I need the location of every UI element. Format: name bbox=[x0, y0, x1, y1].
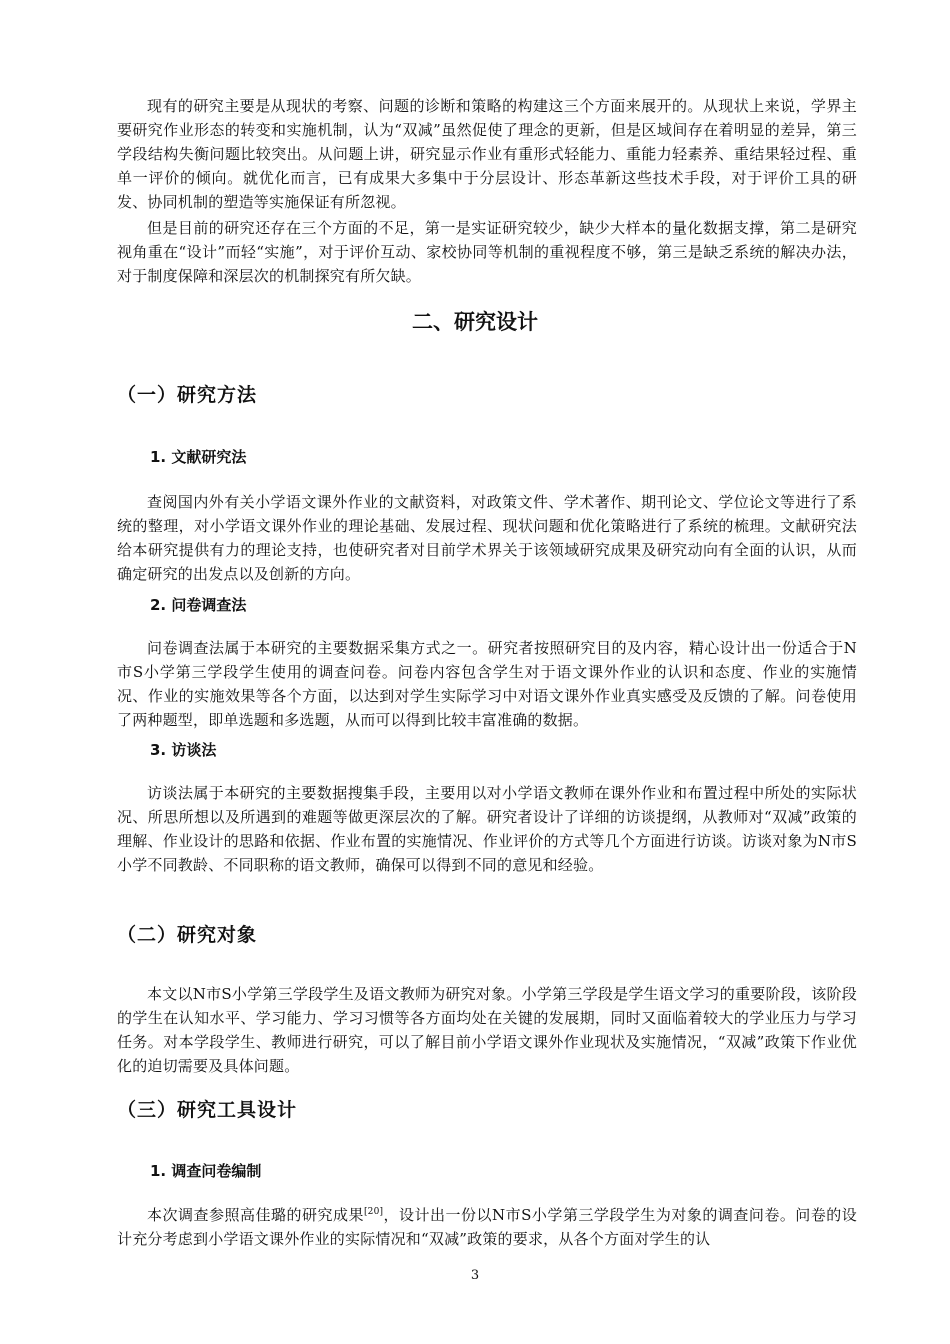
heading-questionnaire-method: 2. 问卷调查法 bbox=[150, 596, 247, 614]
heading-questionnaire-compilation: 1. 调查问卷编制 bbox=[150, 1162, 262, 1180]
paragraph-interview-method: 访谈法属于本研究的主要数据搜集手段，主要用以对小学语文教师在课外作业和布置过程中所处的实际状况、所思所想以及所遇到的难题等做更深层次的了解。研究者设计了详细的访谈提纲，从教师对“双减”政策的理解、作业设计的思路和依据、作业布置的实施情况、作业评价的方式等几个方面进行访谈。访谈对象为N市S小学不同教龄、不同职称的语文教师，确保可以得到不同的意见和经验。 bbox=[117, 784, 857, 874]
paragraph-research-subjects: 本文以N市S小学第三学段学生及语文教师为研究对象。小学第三学段是学生语文学习的重要阶段，该阶段的学生在认知水平、学习能力、学习习惯等各方面均处在关键的发展期，同时又面临着较大的学业压力与学习任务。对本学段学生、教师进行研究，可以了解目前小学语文课外作业现状及实施情况，“双减”政策下作业优化的迫切需要及具体问题。 bbox=[117, 985, 857, 1075]
paragraph-text-part: ，设计出一份以N市S小学第三学段学生为对象的调查问卷。问卷的设计充分考虑到小学语文课外作业的实际情况和“双减”政策的要求，从各个方面对学生的认 bbox=[117, 1206, 857, 1248]
paragraph-research-review: 现有的研究主要是从现状的考察、问题的诊断和策略的构建这三个方面来展开的。从现状上来说，学界主要研究作业形态的转变和实施机制，认为“双减”虽然促使了理念的更新，但是区域间存在着明显的差异，第三学段结构失衡问题比较突出。从问题上讲，研究显示作业有重形式轻能力、重能力轻素养、重结果轻过程、重单一评价的倾向。就优化而言，已有成果大多集中于分层设计、形态革新这些技术手段，对于评价工具的研发、协同机制的塑造等实施保证有所忽视。 bbox=[117, 97, 857, 211]
paragraph-text-part: 本次调查参照高佳璐的研究成果 bbox=[147, 1206, 364, 1224]
section-title-research-design: 二、研究设计 bbox=[412, 310, 538, 334]
paragraph-literature-method: 查阅国内外有关小学语文课外作业的文献资料，对政策文件、学术著作、期刊论文、学位论文等进行了系统的整理，对小学语文课外作业的理论基础、发展过程、现状问题和优化策略进行了系统的梳理。文献研究法给本研究提供有力的理论支持，也使研究者对目前学术界关于该领域研究成果及研究动向有全面的认识，从而确定研究的出发点以及创新的方向。 bbox=[117, 493, 857, 583]
subsection-title-research-subjects: （二）研究对象 bbox=[117, 924, 258, 946]
citation-reference: [20] bbox=[363, 1207, 384, 1217]
subsection-title-research-tools: （三）研究工具设计 bbox=[117, 1099, 298, 1121]
subsection-title-research-methods: （一）研究方法 bbox=[117, 384, 258, 406]
heading-interview-method: 3. 访谈法 bbox=[150, 741, 217, 759]
paragraph-questionnaire-compilation bbox=[117, 1203, 857, 1251]
paragraph-research-gaps: 但是目前的研究还存在三个方面的不足，第一是实证研究较少，缺少大样本的量化数据支撑，第二是研究视角重在“设计”而轻“实施”，对于评价互动、家校协同等机制的重视程度不够，第三是缺乏系统的解决办法，对于制度保障和深层次的机制探究有所欠缺。 bbox=[117, 219, 857, 285]
page-number: 3 bbox=[470, 1268, 480, 1283]
paragraph-questionnaire-method: 问卷调查法属于本研究的主要数据采集方式之一。研究者按照研究目的及内容，精心设计出一份适合于N市S小学第三学段学生使用的调查问卷。问卷内容包含学生对于语文课外作业的认识和态度、作业的实施情况、作业的实施效果等各个方面，以达到对学生实际学习中对语文课外作业真实感受及反馈的了解。问卷使用了两种题型，即单选题和多选题，从而可以得到比较丰富准确的数据。 bbox=[117, 639, 857, 729]
heading-literature-method: 1. 文献研究法 bbox=[150, 448, 247, 466]
